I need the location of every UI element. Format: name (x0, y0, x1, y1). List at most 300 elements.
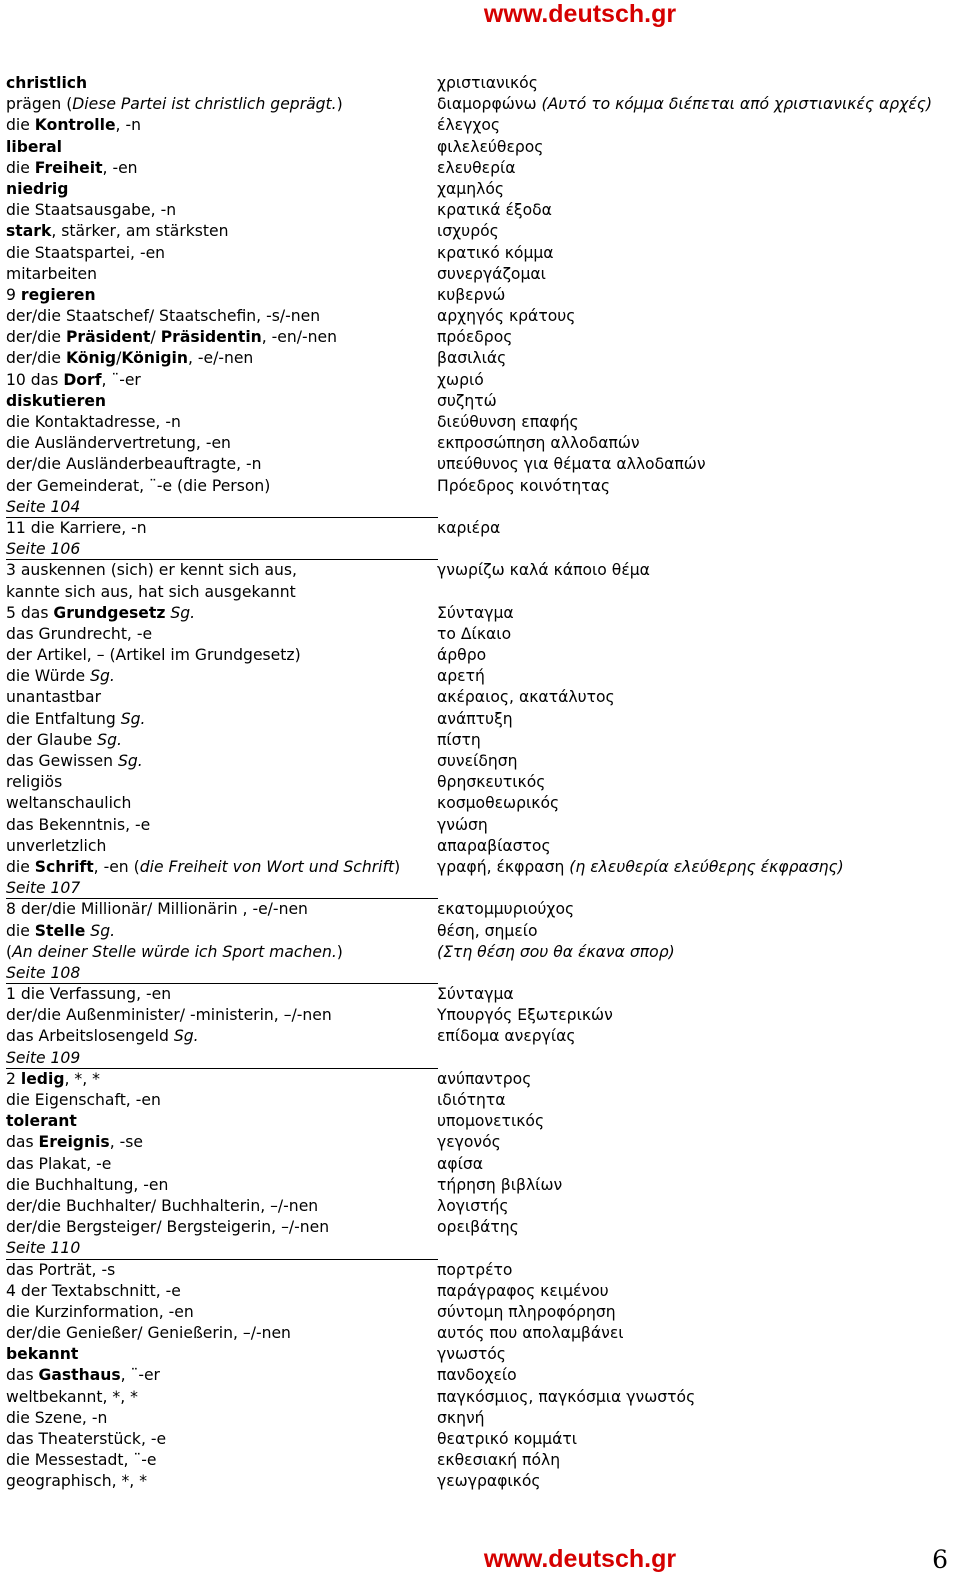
greek-translation (437, 1090, 506, 1111)
de-text-segment: , ¨-er (120, 1366, 160, 1385)
german-term (6, 1471, 147, 1492)
vocabulary-row (6, 158, 951, 179)
gr-text-segment: ανάπτυξη (437, 709, 513, 728)
de-text-segment: Gasthaus (38, 1366, 121, 1385)
greek-translation (437, 94, 932, 115)
section-heading (6, 963, 951, 984)
vocabulary-row (6, 1090, 951, 1111)
gr-text-segment: συνείδηση (437, 752, 518, 770)
gr-text-segment: γεωγραφικός (437, 1472, 541, 1491)
de-text-segment: christlich (6, 74, 88, 92)
german-term (6, 94, 343, 115)
greek-translation (437, 1111, 544, 1132)
gr-text-segment: Σύνταγμα (437, 985, 514, 1004)
gr-text-segment: σύντομη πληροφόρηση (437, 1302, 616, 1321)
de-text-segment: / (150, 328, 161, 347)
vocabulary-row (6, 1069, 951, 1090)
vocabulary-row (6, 518, 951, 539)
de-text-segment: Seite 109 (6, 1048, 81, 1067)
vocabulary-row (6, 137, 951, 158)
german-term (6, 1429, 166, 1450)
de-text-segment: das Bekenntnis, -e (6, 815, 151, 834)
vocabulary-row (6, 751, 951, 772)
vocabulary-row (6, 984, 951, 1005)
greek-translation (437, 560, 650, 581)
greek-translation (437, 73, 538, 94)
gr-text-segment: (Στη θέση σου θα έκανα σπορ) (437, 942, 675, 961)
de-text-segment: 2 (6, 1069, 21, 1088)
de-text-segment: die Kontaktadresse, -n (6, 413, 181, 431)
de-text-segment: Seite 107 (6, 879, 81, 898)
german-term (6, 73, 87, 94)
gr-text-segment: το Δίκαιο (437, 624, 512, 643)
vocabulary-row (6, 1111, 951, 1132)
greek-translation (437, 709, 513, 730)
de-text-segment: Dorf (63, 370, 102, 389)
gr-text-segment: θέση, σημείο (437, 921, 538, 940)
gr-text-segment: κρατικά έξοδα (437, 201, 552, 220)
greek-translation (437, 179, 504, 200)
vocabulary-row (6, 1323, 951, 1344)
greek-translation (437, 645, 486, 666)
gr-text-segment: παράγραφος κειμένου (437, 1281, 609, 1300)
de-text-segment: diskutieren (6, 391, 107, 410)
german-term (6, 603, 195, 624)
de-text-segment: ( (6, 942, 13, 961)
gr-text-segment: άρθρο (437, 646, 487, 665)
de-text-segment: Diese Partei ist christlich geprägt. (72, 95, 337, 114)
gr-text-segment: χαμηλός (437, 179, 505, 198)
gr-text-segment: αρχηγός κράτους (437, 307, 576, 326)
de-text-segment: , -en/-nen (261, 328, 338, 347)
de-text-segment: der/die Außenminister/ -ministerin, –/-nen (6, 1006, 332, 1025)
vocabulary-row (6, 348, 951, 369)
german-term (6, 1408, 107, 1429)
de-text-segment: der/die Bergsteiger/ Bergsteigerin, –/-nen (6, 1218, 330, 1237)
greek-translation (437, 730, 481, 751)
german-term (6, 666, 115, 687)
vocabulary-row (6, 179, 951, 200)
gr-text-segment: σκηνή (437, 1408, 485, 1427)
gr-text-segment: πρόεδρος (437, 328, 513, 347)
gr-text-segment: χωριό (437, 370, 484, 389)
vocabulary-row (6, 709, 951, 730)
greek-translation (437, 1217, 519, 1238)
de-text-segment: liberal (6, 137, 62, 156)
de-text-segment: 3 auskennen (sich) er kennt sich aus, (6, 561, 298, 580)
de-text-segment: Königin (121, 349, 188, 368)
vocabulary-row (6, 1344, 951, 1365)
gr-text-segment: γεγονός (437, 1133, 501, 1152)
de-text-segment: die Ausländervertretung, -en (6, 434, 231, 453)
german-term (6, 1196, 318, 1217)
german-term (6, 306, 320, 327)
gr-text-segment: θεατρικό κομμάτι (437, 1430, 578, 1448)
greek-translation (437, 1471, 541, 1492)
german-term (6, 264, 97, 285)
de-text-segment: prägen ( (6, 95, 73, 114)
vocabulary-row (6, 433, 951, 454)
german-term (6, 412, 181, 433)
german-term (6, 454, 262, 475)
de-text-segment: Freiheit (34, 158, 103, 177)
gr-text-segment: κρατικό κόμμα (437, 243, 554, 262)
gr-text-segment: ακέραιος, ακατάλυτος (437, 688, 615, 707)
gr-text-segment: ισχυρός (437, 222, 499, 241)
vocabulary-row (6, 200, 951, 221)
greek-translation (437, 476, 610, 497)
de-text-segment: Schrift (34, 857, 94, 876)
greek-translation (437, 518, 500, 539)
greek-translation (437, 1387, 695, 1408)
german-term (6, 1323, 291, 1344)
de-text-segment: das Theaterstück, -e (6, 1430, 167, 1448)
gr-text-segment: Υπουργός Εξωτερικών (437, 1006, 613, 1025)
vocabulary-row (6, 327, 951, 348)
vocabulary-row (6, 1005, 951, 1026)
gr-text-segment: έλεγχος (437, 116, 501, 135)
gr-text-segment: αφίσα (437, 1154, 484, 1173)
vocabulary-row (6, 857, 951, 878)
vocabulary-row (6, 221, 951, 242)
de-text-segment: bekannt (6, 1345, 79, 1364)
vocabulary-row (6, 624, 951, 645)
greek-translation (437, 1154, 483, 1175)
gr-text-segment: κυβερνώ (437, 285, 506, 304)
greek-translation (437, 391, 497, 412)
de-text-segment: die (6, 857, 35, 876)
greek-translation (437, 984, 514, 1005)
german-term (6, 1217, 329, 1238)
de-text-segment: Seite 110 (6, 1239, 81, 1258)
german-term (6, 582, 296, 603)
german-term (6, 836, 106, 857)
vocabulary-row (6, 687, 951, 708)
german-term (6, 709, 146, 730)
greek-translation (437, 200, 552, 221)
german-term (6, 942, 343, 963)
gr-text-segment: εκατομμυριούχος (437, 900, 575, 919)
vocabulary-row (6, 285, 951, 306)
de-text-segment: der Glaube (6, 730, 98, 749)
de-text-segment: Präsidentin (160, 328, 262, 347)
gr-text-segment: (η ελευθερία ελεύθερης έκφρασης) (569, 857, 844, 876)
gr-text-segment: πορτρέτο (437, 1260, 513, 1279)
de-text-segment: mitarbeiten (6, 264, 98, 283)
de-text-segment: weltanschaulich (6, 794, 132, 813)
greek-translation (437, 412, 579, 433)
de-text-segment: tolerant (6, 1112, 77, 1131)
de-text-segment: ) (336, 95, 343, 114)
gr-text-segment: εκθεσιακή πόλη (437, 1451, 561, 1470)
german-term (6, 137, 62, 158)
greek-translation (437, 666, 485, 687)
de-text-segment: , -en ( (93, 857, 140, 876)
de-text-segment: der/die Ausländerbeauftragte, -n (6, 455, 262, 474)
de-text-segment: Seite 106 (6, 540, 81, 559)
german-term (6, 1005, 332, 1026)
de-text-segment: der/die (6, 328, 66, 347)
vocabulary-row (6, 666, 951, 687)
gr-text-segment: διεύθυνση επαφής (437, 413, 579, 431)
de-text-segment: Ereignis (38, 1133, 110, 1152)
german-term (6, 857, 400, 878)
page-reference (6, 539, 80, 560)
de-text-segment: unantastbar (6, 688, 101, 707)
vocabulary-row (6, 370, 951, 391)
vocabulary-row (6, 730, 951, 751)
de-text-segment: der Gemeinderat, ¨-e (die Person) (6, 476, 271, 495)
de-text-segment: die (6, 116, 35, 135)
section-heading (6, 878, 951, 899)
de-text-segment: die Staatspartei, -en (6, 243, 166, 262)
de-text-segment: Sg. (97, 730, 122, 749)
de-text-segment: , -e/-nen (187, 349, 254, 368)
greek-translation (437, 793, 559, 814)
de-text-segment: weltbekannt, *, * (6, 1387, 138, 1406)
gr-text-segment: χριστιανικός (437, 74, 538, 92)
greek-translation (437, 1365, 517, 1386)
de-text-segment: 5 das (6, 603, 54, 622)
de-text-segment: Seite 108 (6, 963, 81, 982)
german-term (6, 1387, 138, 1408)
de-text-segment: 10 das (6, 370, 64, 389)
de-text-segment: ) (394, 857, 401, 876)
german-term (6, 476, 270, 497)
greek-translation (437, 1132, 501, 1153)
vocabulary-row (6, 306, 951, 327)
german-term (6, 1154, 111, 1175)
de-text-segment: Grundgesetz (53, 603, 166, 622)
vocabulary-row (6, 454, 951, 475)
greek-translation (437, 1302, 616, 1323)
vocabulary-row (6, 1387, 951, 1408)
vocabulary-row (6, 1450, 951, 1471)
german-term (6, 285, 96, 306)
vocabulary-row (6, 793, 951, 814)
greek-translation (437, 454, 706, 475)
greek-translation (437, 815, 488, 836)
de-text-segment: die Staatsausgabe, -n (6, 201, 177, 220)
greek-translation (437, 1429, 577, 1450)
de-text-segment: Sg. (173, 1027, 199, 1046)
de-text-segment: Stelle (34, 921, 86, 940)
vocabulary-row (6, 942, 951, 963)
vocabulary-row (6, 1217, 951, 1238)
section-heading (6, 1048, 951, 1069)
vocabulary-row (6, 1026, 951, 1047)
de-text-segment: / (116, 349, 122, 368)
de-text-segment: unverletzlich (6, 836, 107, 855)
german-term (6, 221, 229, 242)
de-text-segment: der/die Staatschef/ Staatschefin, -s/-nen (6, 307, 321, 326)
german-term (6, 687, 101, 708)
greek-translation (437, 158, 516, 179)
german-term (6, 1069, 100, 1090)
german-term (6, 772, 62, 793)
german-term (6, 560, 297, 581)
gr-text-segment: γραφή, έκφραση (437, 857, 570, 876)
gr-text-segment: αυτός που απολαμβάνει (437, 1324, 624, 1343)
gr-text-segment: λογιστής (437, 1196, 509, 1215)
de-text-segment: An deiner Stelle würde ich Sport machen. (12, 942, 337, 961)
greek-translation (437, 1323, 624, 1344)
german-term (6, 624, 152, 645)
de-text-segment: 8 der/die Millionär/ Millionärin , -e/-nen (6, 900, 308, 919)
greek-translation (437, 348, 506, 369)
section-heading (6, 497, 951, 518)
de-text-segment: 4 der Textabschnitt, -e (6, 1281, 181, 1300)
page-number: 6 (932, 1545, 948, 1574)
greek-translation (437, 243, 554, 264)
greek-translation (437, 1196, 509, 1217)
vocabulary-row (6, 1281, 951, 1302)
de-text-segment: der/die (6, 349, 66, 368)
de-text-segment: die Eigenschaft, -en (6, 1091, 161, 1109)
page-reference (6, 1238, 80, 1259)
de-text-segment: , -n (115, 116, 141, 135)
greek-translation (437, 1026, 576, 1047)
gr-text-segment: (Αυτό το κόμμα διέπεται από χριστιανικές αρχές) (541, 95, 933, 114)
vocabulary-row (6, 94, 951, 115)
gr-text-segment: παγκόσμιος, παγκόσμια γνωστός (437, 1387, 696, 1406)
gr-text-segment: γνωρίζω καλά κάποιο θέμα (437, 561, 650, 580)
de-text-segment: die Entfaltung (6, 709, 121, 728)
de-text-segment: das Gewissen (6, 752, 118, 770)
greek-translation (437, 603, 514, 624)
de-text-segment: Sg. (117, 752, 143, 770)
de-text-segment: ) (336, 942, 343, 961)
gr-text-segment: απαραβίαστος (437, 836, 551, 855)
gr-text-segment: φιλελεύθερος (437, 137, 544, 156)
german-term (6, 730, 122, 751)
vocabulary-row (6, 73, 951, 94)
vocabulary-row (6, 1154, 951, 1175)
site-header-link[interactable]: www.deutsch.gr (483, 0, 677, 28)
greek-translation (437, 306, 575, 327)
german-term (6, 899, 308, 920)
de-text-segment: religiös (6, 773, 63, 792)
greek-translation (437, 836, 551, 857)
gr-text-segment: Πρόεδρος κοινότητας (437, 476, 611, 495)
vocabulary-row (6, 603, 951, 624)
de-text-segment: Seite 104 (6, 497, 81, 516)
vocabulary-row (6, 836, 951, 857)
gr-text-segment: ανύπαντρος (437, 1069, 532, 1088)
gr-text-segment: υπεύθυνος για θέματα αλλοδαπών (437, 455, 706, 474)
de-text-segment: Sg. (120, 709, 146, 728)
greek-translation (437, 1260, 512, 1281)
german-term (6, 348, 253, 369)
section-heading (6, 539, 951, 560)
german-term (6, 1090, 161, 1111)
greek-translation (437, 772, 545, 793)
section-heading (6, 1238, 951, 1259)
de-text-segment: 9 (6, 285, 21, 304)
gr-text-segment: Σύνταγμα (437, 603, 514, 622)
german-term (6, 1344, 78, 1365)
gr-text-segment: συνεργάζομαι (437, 264, 546, 283)
german-term (6, 1132, 143, 1153)
de-text-segment: die Messestadt, ¨-e (6, 1451, 157, 1470)
de-text-segment: 1 die Verfassung, -en (6, 985, 172, 1004)
greek-translation (437, 221, 499, 242)
de-text-segment: die Buchhaltung, -en (6, 1175, 169, 1194)
page-reference (6, 497, 80, 518)
vocabulary-row (6, 264, 951, 285)
de-text-segment: Sg. (170, 603, 196, 622)
greek-translation (437, 1450, 560, 1471)
german-term (6, 179, 68, 200)
de-text-segment: der Artikel, – (Artikel im Grundgesetz) (6, 646, 301, 665)
german-term (6, 1450, 156, 1471)
gr-text-segment: συζητώ (437, 391, 497, 410)
de-text-segment: geographisch, *, * (6, 1472, 148, 1491)
gr-text-segment: γνώση (437, 815, 488, 834)
greek-translation (437, 1344, 506, 1365)
greek-translation (437, 1281, 609, 1302)
greek-translation (437, 1408, 485, 1429)
de-text-segment: die (6, 921, 35, 940)
de-text-segment: stark (6, 222, 52, 241)
vocabulary-row (6, 1175, 951, 1196)
vocabulary-row (6, 1471, 951, 1492)
german-term (6, 1281, 181, 1302)
vocabulary-row (6, 1132, 951, 1153)
greek-translation (437, 1005, 613, 1026)
vocabulary-row (6, 1196, 951, 1217)
greek-translation (437, 942, 675, 963)
gr-text-segment: επίδομα ανεργίας (437, 1027, 576, 1046)
greek-translation (437, 433, 640, 454)
vocabulary-row (6, 1260, 951, 1281)
de-text-segment: , *, * (64, 1069, 100, 1088)
page-reference (6, 963, 80, 984)
greek-translation (437, 624, 511, 645)
german-term (6, 391, 106, 412)
de-text-segment: das Arbeitslosengeld (6, 1027, 174, 1046)
de-text-segment: das Plakat, -e (6, 1154, 112, 1173)
gr-text-segment: γνωστός (437, 1345, 506, 1364)
gr-text-segment: υπομονετικός (437, 1112, 545, 1131)
de-text-segment: regieren (20, 285, 96, 304)
german-term (6, 921, 115, 942)
german-term (6, 1111, 77, 1132)
de-text-segment: die (6, 158, 35, 177)
vocabulary-row (6, 921, 951, 942)
de-text-segment: das (6, 1366, 39, 1385)
gr-text-segment: πίστη (437, 730, 481, 749)
greek-translation (437, 899, 574, 920)
de-text-segment: niedrig (6, 179, 69, 198)
gr-text-segment: αρετή (437, 667, 485, 686)
greek-translation (437, 137, 543, 158)
de-text-segment: König (65, 349, 117, 368)
de-text-segment: , -en (102, 158, 138, 177)
site-footer-link[interactable]: www.deutsch.gr (483, 1545, 677, 1573)
german-term (6, 645, 301, 666)
german-term (6, 751, 143, 772)
greek-translation (437, 264, 546, 285)
de-text-segment: ledig (20, 1069, 65, 1088)
vocabulary-row (6, 815, 951, 836)
de-text-segment: die Szene, -n (6, 1408, 108, 1427)
greek-translation (437, 1175, 562, 1196)
greek-translation (437, 751, 518, 772)
gr-text-segment: εκπροσώπηση αλλοδαπών (437, 434, 640, 453)
german-term (6, 1302, 194, 1323)
de-text-segment: der/die Genießer/ Genießerin, –/-nen (6, 1324, 291, 1343)
